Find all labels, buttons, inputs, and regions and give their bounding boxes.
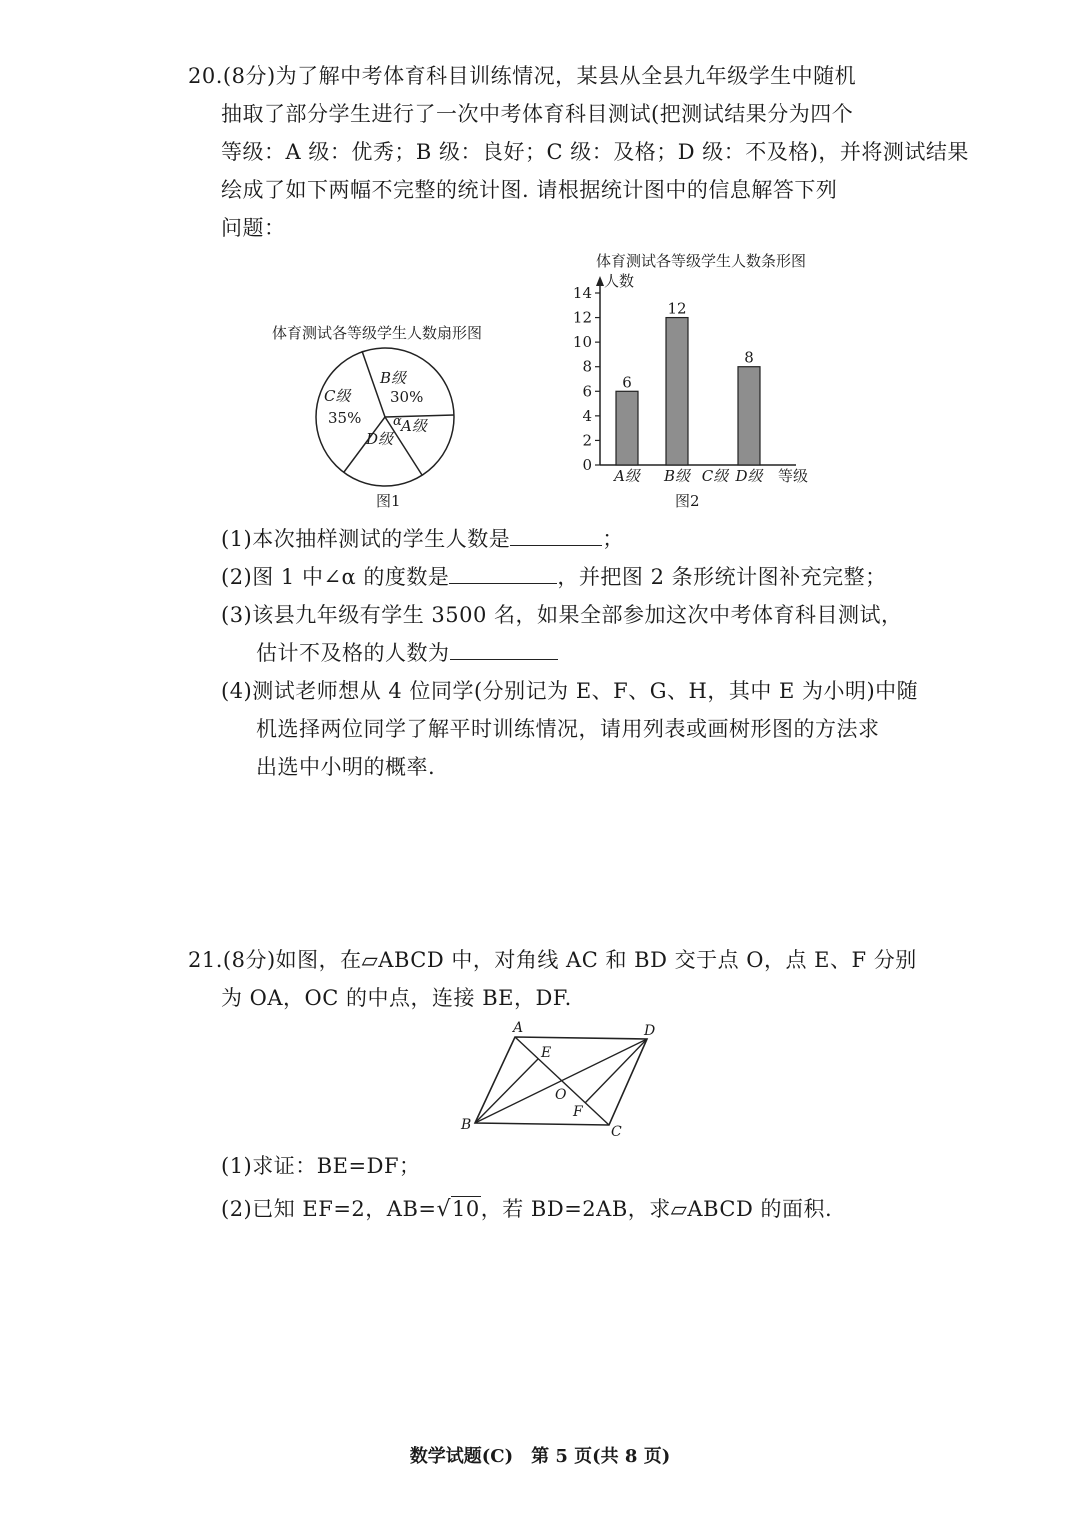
bar-value-label: 6	[622, 373, 632, 392]
y-tick-label: 8	[582, 357, 592, 376]
q21-stem-2: 为 OA，OC 的中点，连接 BE，DF.	[221, 986, 572, 1010]
q20-part-2	[221, 561, 887, 591]
q20-part-3b	[256, 637, 558, 667]
segment-df	[585, 1039, 647, 1103]
page-footer: 数学试题(C) 第 5 页(共 8 页)	[409, 1446, 671, 1467]
y-tick-label: 14	[572, 284, 592, 302]
pie-caption: 图1	[376, 492, 401, 510]
q20-part-4a: (4)测试老师想从 4 位同学(分别记为 E、F、G、H，其中 E 为小明)中随	[221, 679, 919, 703]
bar-value-label: 8	[744, 348, 754, 367]
q20-part-4b: 机选择两位同学了解平时训练情况，请用列表或画树形图的方法求	[256, 717, 880, 741]
q21-part-1: (1)求证：BE=DF；	[221, 1154, 421, 1178]
q21-part-2-tail: ，若 BD=2AB，求▱ABCD 的面积.	[480, 1197, 833, 1221]
y-tick-label: 0	[582, 456, 592, 474]
q20-line-1	[188, 60, 856, 90]
bar-caption: 图2	[675, 492, 700, 510]
answer-blank[interactable]	[450, 641, 558, 660]
segment-be	[475, 1059, 538, 1123]
y-tick-label: 4	[582, 406, 592, 425]
bar-3	[738, 367, 760, 465]
bar-1	[666, 318, 688, 465]
point-o-label: O	[555, 1087, 567, 1103]
q21-line-1	[188, 944, 917, 974]
pie-chart	[300, 345, 480, 495]
pie-label-a: A级	[401, 417, 427, 435]
x-category-label: B级	[663, 467, 691, 485]
y-axis-label: 人数	[604, 272, 635, 290]
x-category-label: A级	[614, 467, 640, 485]
q21-part-2	[221, 1193, 832, 1223]
point-f-label: F	[573, 1104, 583, 1120]
q20-stem-line: 绘成了如下两幅不完整的统计图. 请根据统计图中的信息解答下列	[221, 178, 838, 202]
x-axis-label: 等级	[778, 467, 809, 485]
q21-score: (8分)	[222, 948, 276, 972]
x-category-label: C级	[701, 467, 729, 485]
q20-part-3a: (3)该县九年级有学生 3500 名，如果全部参加这次中考体育科目测试，	[221, 603, 903, 627]
pie-label-alpha: α	[393, 414, 402, 429]
q20-part-4c: 出选中小明的概率.	[256, 755, 436, 779]
sqrt-radicand: 10	[452, 1197, 480, 1221]
sqrt-sign: √	[436, 1197, 452, 1222]
q20-stem-line: 问题：	[221, 216, 286, 240]
q20-score: (8分)	[222, 64, 276, 88]
q20-part-2-tail: ，并把图 2 条形统计图补充完整；	[557, 565, 887, 589]
q20-stem-line: 抽取了部分学生进行了一次中考体育科目测试(把测试结果分为四个	[221, 102, 854, 126]
diagonal-bd	[475, 1039, 647, 1123]
q20-number: 20.	[188, 64, 223, 88]
q20-stem-line: 为了解中考体育科目训练情况，某县从全县九年级学生中随机	[275, 64, 857, 88]
q21-stem-1: 如图，在▱ABCD 中，对角线 AC 和 BD 交于点 O，点 E、F 分别	[275, 948, 917, 972]
q20-part-3b-text: 估计不及格的人数为	[256, 641, 450, 665]
point-a-label: A	[513, 1020, 524, 1036]
y-tick-label: 2	[582, 431, 592, 450]
q20-part-1-end: ；	[602, 527, 624, 551]
bar-chart	[560, 268, 820, 493]
y-tick-label: 12	[572, 308, 592, 327]
bar-value-label: 12	[667, 299, 687, 318]
pie-label-c: C级	[324, 387, 351, 405]
parallelogram-figure	[455, 1015, 675, 1140]
point-d-label: D	[644, 1023, 656, 1039]
y-tick-label: 6	[582, 382, 592, 401]
bar-title: 体育测试各等级学生人数条形图	[596, 252, 807, 270]
pie-label-b-pct: 30%	[390, 388, 424, 406]
answer-blank[interactable]	[449, 565, 557, 584]
q21-part-2-text: (2)已知 EF=2，AB=	[221, 1197, 437, 1221]
x-category-label: D级	[735, 467, 763, 485]
q20-part-1-text: (1)本次抽样测试的学生人数是	[221, 527, 511, 551]
q20-part-1	[221, 523, 624, 553]
q21-number: 21.	[188, 948, 223, 972]
point-b-label: B	[461, 1117, 472, 1133]
q20-part-2-text: (2)图 1 中∠α 的度数是	[221, 565, 450, 589]
pie-label-c-pct: 35%	[328, 409, 362, 427]
y-tick-label: 10	[572, 333, 592, 352]
pie-label-d: D级	[366, 430, 394, 448]
answer-blank[interactable]	[510, 527, 602, 546]
q20-stem-line: 等级：A 级：优秀；B 级：良好；C 级：及格；D 级：不及格)，并将测试结果	[221, 140, 969, 164]
pie-label-b: B级	[380, 369, 407, 387]
point-c-label: C	[611, 1124, 622, 1140]
point-e-label: E	[541, 1045, 552, 1061]
bar-0	[616, 391, 638, 465]
y-axis-arrow	[596, 276, 604, 286]
pie-title: 体育测试各等级学生人数扇形图	[272, 324, 483, 342]
